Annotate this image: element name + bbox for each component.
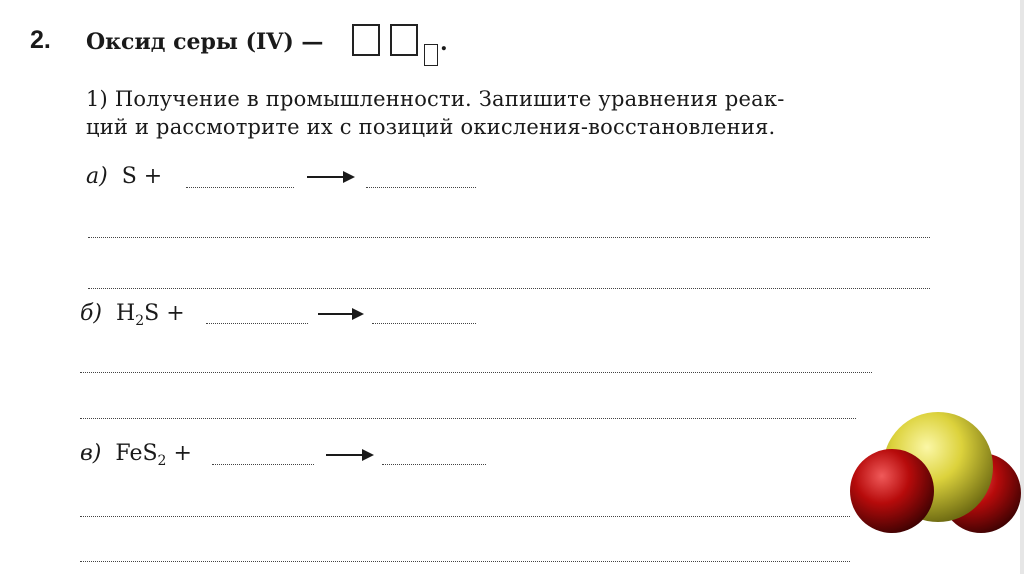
reaction-v-answer-line-2[interactable]: [80, 561, 850, 562]
reagent-plus: S +: [144, 301, 185, 326]
formula-blank-box-2: [390, 24, 418, 56]
reaction-a-reagent-blank[interactable]: [186, 187, 294, 188]
reaction-a-arrow: [307, 176, 353, 178]
reaction-v-product-blank[interactable]: [382, 464, 486, 465]
reagent-plus: +: [166, 441, 192, 466]
task-title: Оксид серы (IV) —: [86, 29, 324, 55]
reaction-a-product-blank[interactable]: [366, 187, 476, 188]
reagent-subscript: 2: [157, 453, 167, 469]
subtask-text-line-1: 1) Получение в промышленности. Запишите уравнения реак-: [86, 87, 785, 111]
formula-blank-subscript-box: [424, 44, 438, 66]
subtask-text-line-2: ций и рассмотрите их с позиций окисления-восстановления.: [86, 115, 776, 139]
title-period: .: [440, 30, 448, 56]
reaction-b: [80, 301, 185, 329]
reagent-plus: +: [136, 164, 163, 189]
reaction-v-answer-line-1[interactable]: [80, 516, 850, 517]
reaction-a-answer-line-2[interactable]: [88, 288, 930, 289]
reaction-a-answer-line-1[interactable]: [88, 237, 930, 238]
reaction-b-answer-line-2[interactable]: [80, 418, 856, 419]
reaction-v-reagent-blank[interactable]: [212, 464, 314, 465]
reaction-letter: в): [80, 441, 102, 466]
reagent-formula: FeS: [115, 441, 158, 466]
reaction-letter: а): [86, 164, 108, 189]
task-number: 2.: [30, 26, 51, 54]
formula-blank-box-1: [352, 24, 380, 56]
reaction-b-arrow: [318, 313, 362, 315]
reaction-b-reagent-blank[interactable]: [206, 323, 308, 324]
reagent-formula: H: [116, 301, 136, 326]
reagent-subscript: 2: [135, 313, 145, 329]
reaction-b-product-blank[interactable]: [372, 323, 476, 324]
reaction-v-arrow: [326, 454, 372, 456]
reaction-letter: б): [80, 301, 103, 326]
reaction-v: [80, 441, 192, 469]
reagent-formula: S: [121, 164, 137, 189]
reaction-a: [86, 164, 162, 189]
so2-molecule-image: [846, 405, 1024, 545]
oxygen-atom-left: [850, 449, 934, 533]
reaction-b-answer-line-1[interactable]: [80, 372, 872, 373]
